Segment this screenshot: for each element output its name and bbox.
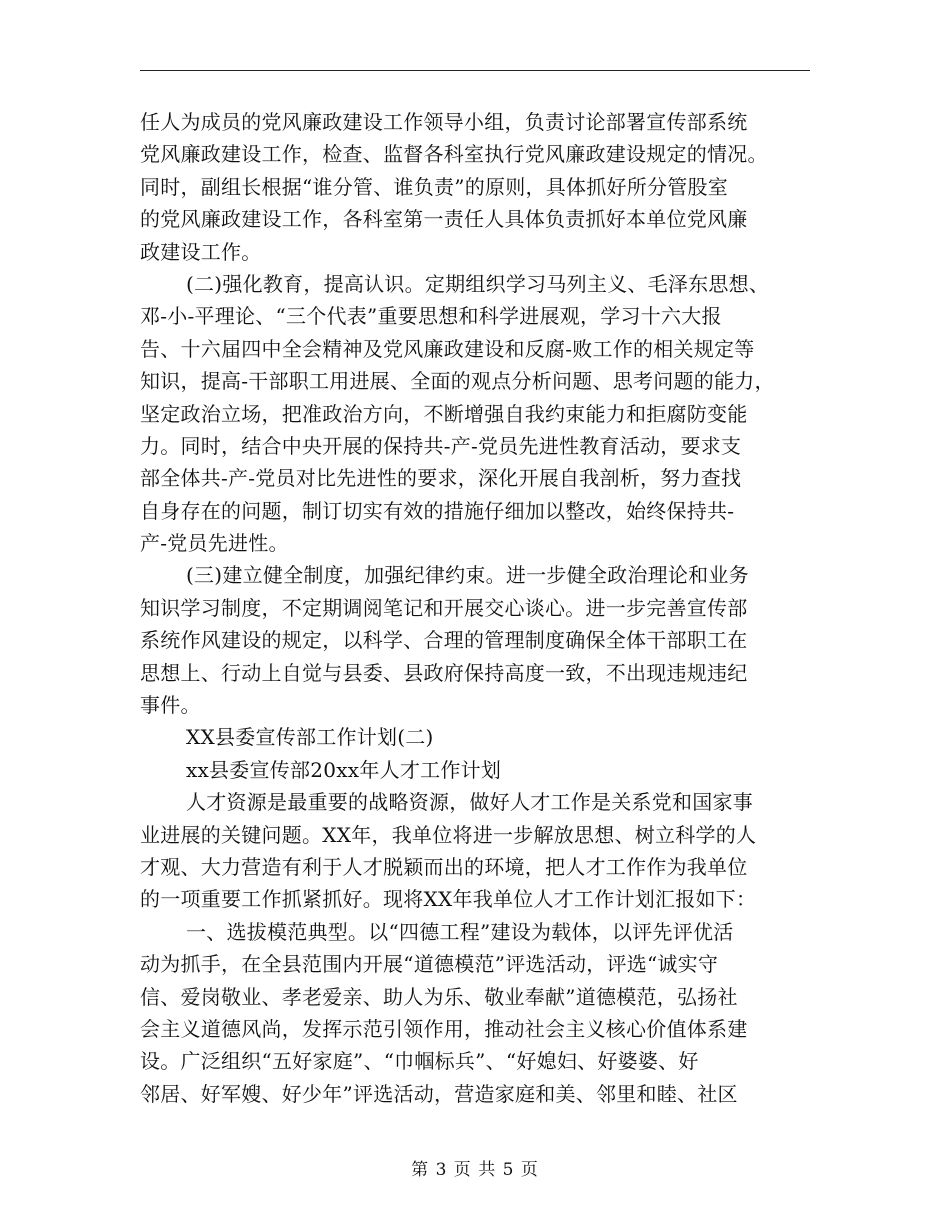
- paragraph-first-line: 人才资源是最重要的战略资源，做好人才工作是关系党和国家事: [186, 790, 753, 815]
- text-line: 邓-小-平理论、“三个代表”重要思想和科学进展观，学习十六大报: [140, 304, 722, 329]
- text-line: 设。广泛组织“五好家庭”、“巾帼标兵”、“好媳妇、好婆婆、好: [140, 1049, 699, 1074]
- text-line: 力。同时，结合中央开展的保持共-产-党员先进性教育活动，要求支: [140, 433, 742, 458]
- paragraph-first-line: 一、选拔模范典型。以“四德工程”建设为载体，以评先评优活: [186, 919, 734, 944]
- text-line: 动为抓手，在全县范围内开展“道德模范”评选活动，评选“诚实守: [140, 952, 719, 977]
- paragraph-first-line: XX县委宣传部工作计划(二): [186, 725, 434, 750]
- paragraph-first-line: (二)强化教育，提高认识。定期组织学习马列主义、毛泽东思想、: [186, 271, 770, 296]
- text-line: 党风廉政建设工作，检查、监督各科室执行党风廉政建设规定的情况。: [140, 142, 768, 167]
- text-line: 会主义道德风尚，发挥示范引领作用，推动社会主义核心价值体系建: [140, 1016, 748, 1041]
- text-line: 部全体共-产-党员对比先进性的要求，深化开展自我剖析，努力查找: [140, 466, 742, 491]
- text-line: 知识学习制度，不定期调阅笔记和开展交心谈心。进一步完善宣传部: [140, 595, 748, 620]
- text-line: 邻居、好军嫂、好少年”评选活动，营造家庭和美、邻里和睦、社区: [140, 1081, 738, 1106]
- text-line: 事件。: [140, 693, 201, 718]
- paragraph-first-line: (三)建立健全制度，加强纪律约束。进一步健全政治理论和业务: [186, 563, 749, 588]
- header-rule: [140, 70, 810, 71]
- text-line: 信、爱岗敬业、孝老爱亲、助人为乐、敬业奉献”道德模范，弘扬社: [140, 984, 738, 1009]
- text-line: 思想上、行动上自觉与县委、县政府保持高度一致，不出现违规违纪: [140, 660, 748, 685]
- text-line: 产-党员先进性。: [140, 531, 289, 556]
- page-number: 第 3 页 共 5 页: [411, 1160, 539, 1180]
- paragraph-first-line: xx县委宣传部20xx年人才工作计划: [186, 757, 502, 782]
- text-line: 系统作风建设的规定，以科学、合理的管理制度确保全体干部职工在: [140, 628, 748, 653]
- text-line: 知识，提高-干部职工用进展、全面的观点分析问题、思考问题的能力，: [140, 369, 775, 394]
- text-line: 任人为成员的党风廉政建设工作领导小组，负责讨论部署宣传部系统: [140, 110, 748, 134]
- text-line: 的党风廉政建设工作，各科室第一责任人具体负责抓好本单位党风廉: [140, 207, 748, 232]
- text-line: 告、十六届四中全会精神及党风廉政建设和反腐-败工作的相关规定等: [140, 336, 755, 361]
- text-line: 坚定政治立场，把准政治方向，不断增强自我约束能力和拒腐防变能: [140, 401, 748, 426]
- text-line: 同时，副组长根据“谁分管、谁负责”的原则，具体抓好所分管股室: [140, 174, 728, 199]
- document-body: [140, 106, 830, 1110]
- text-line: 政建设工作。: [140, 239, 262, 264]
- text-line: 自身存在的问题，制订切实有效的措施仔细加以整改，始终保持共-: [140, 498, 735, 523]
- text-line: 的一项重要工作抓紧抓好。现将XX年我单位人才工作计划汇报如下：: [140, 887, 757, 912]
- text-line: 业进展的关键问题。XX年，我单位将进一步解放思想、树立科学的人: [140, 822, 757, 847]
- text-line: 才观、大力营造有利于人才脱颖而出的环境，把人才工作作为我单位: [140, 854, 748, 879]
